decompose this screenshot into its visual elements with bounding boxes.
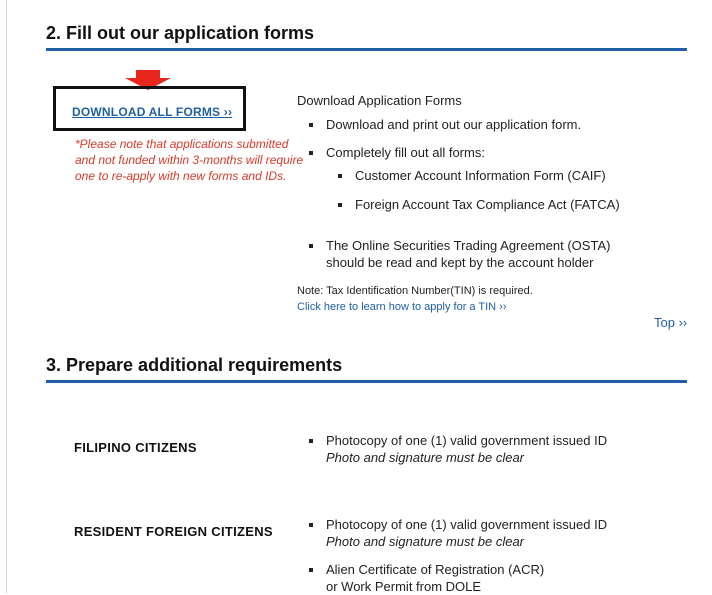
filipino-req-id	[326, 432, 607, 466]
list-item-text: Alien Certificate of Registration (ACR)	[326, 562, 545, 577]
funding-note: *Please note that applications submitted and not funded within 3-months will require one to re-apply with new forms and IDs.	[75, 137, 304, 183]
resident-foreign-citizens-label: RESIDENT FOREIGN CITIZENS	[74, 524, 273, 539]
left-border	[6, 0, 7, 593]
list-item-text: Photocopy of one (1) valid government issued ID	[326, 433, 608, 448]
list-item-download	[326, 116, 581, 133]
list-item-subtext: Photo and signature must be clear	[326, 450, 525, 465]
list-item-text-2: should be read and kept by the account holder	[326, 255, 594, 270]
tin-help-link[interactable]: Click here to learn how to apply for a TIN ››	[297, 301, 507, 313]
filipino-citizens-label: FILIPINO CITIZENS	[74, 440, 197, 455]
section-2-heading: 2. Fill out our application forms	[46, 23, 687, 51]
list-item-fill-out	[326, 144, 485, 161]
list-item-text: The Online Securities Trading Agreement (OSTA)	[326, 238, 611, 253]
resident-req-id	[326, 516, 607, 550]
list-item-fatca	[355, 196, 620, 213]
section-3-heading: 3. Prepare additional requirements	[46, 355, 687, 383]
list-item-text-2: or Work Permit from DOLE	[326, 579, 482, 594]
download-all-forms-link[interactable]: DOWNLOAD ALL FORMS ››	[72, 105, 233, 119]
list-item-osta	[326, 237, 610, 271]
top-link[interactable]: Top ››	[654, 315, 688, 330]
list-item-caif	[355, 167, 606, 184]
list-item-text: Photocopy of one (1) valid government issued ID	[326, 517, 608, 532]
tin-note: Note: Tax Identification Number(TIN) is required.	[297, 285, 533, 297]
list-item-text: Customer Account Information Form (CAIF)	[355, 168, 606, 183]
resident-req-acr	[326, 561, 544, 595]
download-all-forms-box	[53, 86, 246, 131]
list-item-text: Completely fill out all forms:	[326, 145, 485, 160]
list-item-subtext: Photo and signature must be clear	[326, 534, 525, 549]
list-item-text: Foreign Account Tax Compliance Act (FATCA)	[355, 197, 620, 212]
download-forms-heading: Download Application Forms	[297, 93, 462, 108]
list-item-text: Download and print out our application form.	[326, 117, 582, 132]
